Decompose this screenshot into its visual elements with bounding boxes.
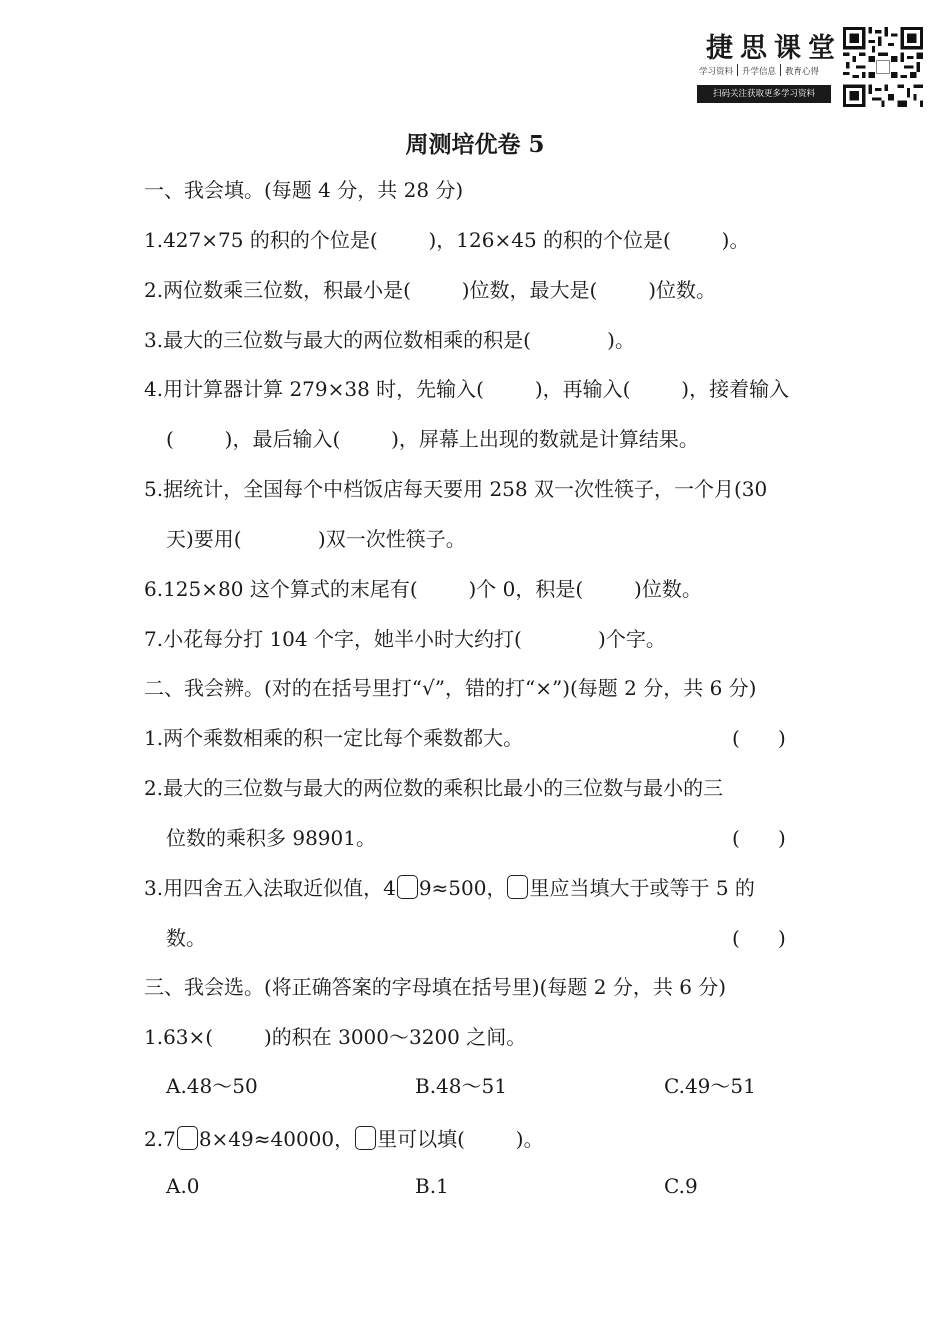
option-b[interactable]: B.48～51 xyxy=(415,1074,507,1098)
option-b[interactable]: B.1 xyxy=(415,1174,449,1198)
question-3-2-part: 里可以填( )。 xyxy=(377,1127,544,1151)
option-c[interactable]: C.49～51 xyxy=(664,1074,756,1098)
question-1-1: 1.427×75 的积的个位是( )，126×45 的积的个位是( )。 xyxy=(144,228,750,252)
question-1-7: 7.小花每分打 104 个字，她半小时大约打( )个字。 xyxy=(144,627,666,651)
question-1-2: 2.两位数乘三位数，积最小是( )位数，最大是( )位数。 xyxy=(144,278,717,302)
brand-tag: 升学信息 xyxy=(742,67,777,77)
question-1-4: 4.用计算器计算 279×38 时，先输入( )，再输入( )，接着输入 xyxy=(144,377,790,401)
question-1-4-cont: ( )，最后输入( )，屏幕上出现的数就是计算结果。 xyxy=(166,427,699,451)
question-1-5-cont: 天)要用( )双一次性筷子。 xyxy=(166,527,466,551)
question-1-3: 3.最大的三位数与最大的两位数相乘的积是( )。 xyxy=(144,328,635,352)
question-1-5: 5.据统计，全国每个中档饭店每天要用 258 双一次性筷子，一个月(30 xyxy=(144,477,768,501)
question-3-1: 1.63×( )的积在 3000～3200 之间。 xyxy=(144,1025,527,1049)
question-2-3-cont: 数。 xyxy=(166,926,206,950)
section3-heading: 三、我会选。(将正确答案的字母填在括号里)(每题 2 分，共 6 分) xyxy=(144,975,727,999)
option-a[interactable]: A.48～50 xyxy=(166,1074,258,1098)
answer-paren[interactable]: ( ) xyxy=(732,826,786,850)
question-2-2-cont: 位数的乘积多 98901。 xyxy=(166,826,376,850)
answer-paren[interactable]: ( ) xyxy=(732,926,786,950)
question-2-3 xyxy=(144,875,755,901)
question-2-3-part: 9≈500， xyxy=(418,876,507,900)
option-a[interactable]: A.0 xyxy=(166,1174,200,1198)
brand-name: 捷思课堂 xyxy=(706,33,842,64)
qr-code-icon[interactable] xyxy=(843,27,923,107)
option-c[interactable]: C.9 xyxy=(664,1174,698,1198)
question-2-3-part: 里应当填大于或等于 5 的 xyxy=(529,876,755,900)
blank-box[interactable] xyxy=(177,1126,198,1150)
brand-tags xyxy=(699,64,819,77)
question-3-2-part: 2.7 xyxy=(144,1127,176,1151)
brand-tag: 学习资料 xyxy=(699,67,734,77)
blank-box[interactable] xyxy=(507,875,528,899)
question-2-3-part: 3.用四舍五入法取近似值，4 xyxy=(144,876,396,900)
question-3-2 xyxy=(144,1126,544,1152)
question-2-1: 1.两个乘数相乘的积一定比每个乘数都大。 xyxy=(144,726,524,750)
section1-heading: 一、我会填。(每题 4 分，共 28 分) xyxy=(144,178,464,202)
question-3-2-part: 8×49≈40000， xyxy=(198,1127,355,1151)
brand-bar: 扫码关注获取更多学习资料 xyxy=(697,85,831,103)
blank-box[interactable] xyxy=(355,1126,376,1150)
page-title: 周测培优卷 5 xyxy=(405,131,545,158)
brand-tag: 教育心得 xyxy=(785,67,820,77)
blank-box[interactable] xyxy=(397,875,418,899)
question-2-2: 2.最大的三位数与最大的两位数的乘积比最小的三位数与最小的三 xyxy=(144,776,724,800)
answer-paren[interactable]: ( ) xyxy=(732,726,786,750)
section2-heading: 二、我会辨。(对的在括号里打“√”，错的打“×”)(每题 2 分，共 6 分) xyxy=(144,676,757,700)
question-1-6: 6.125×80 这个算式的末尾有( )个 0，积是( )位数。 xyxy=(144,577,702,601)
